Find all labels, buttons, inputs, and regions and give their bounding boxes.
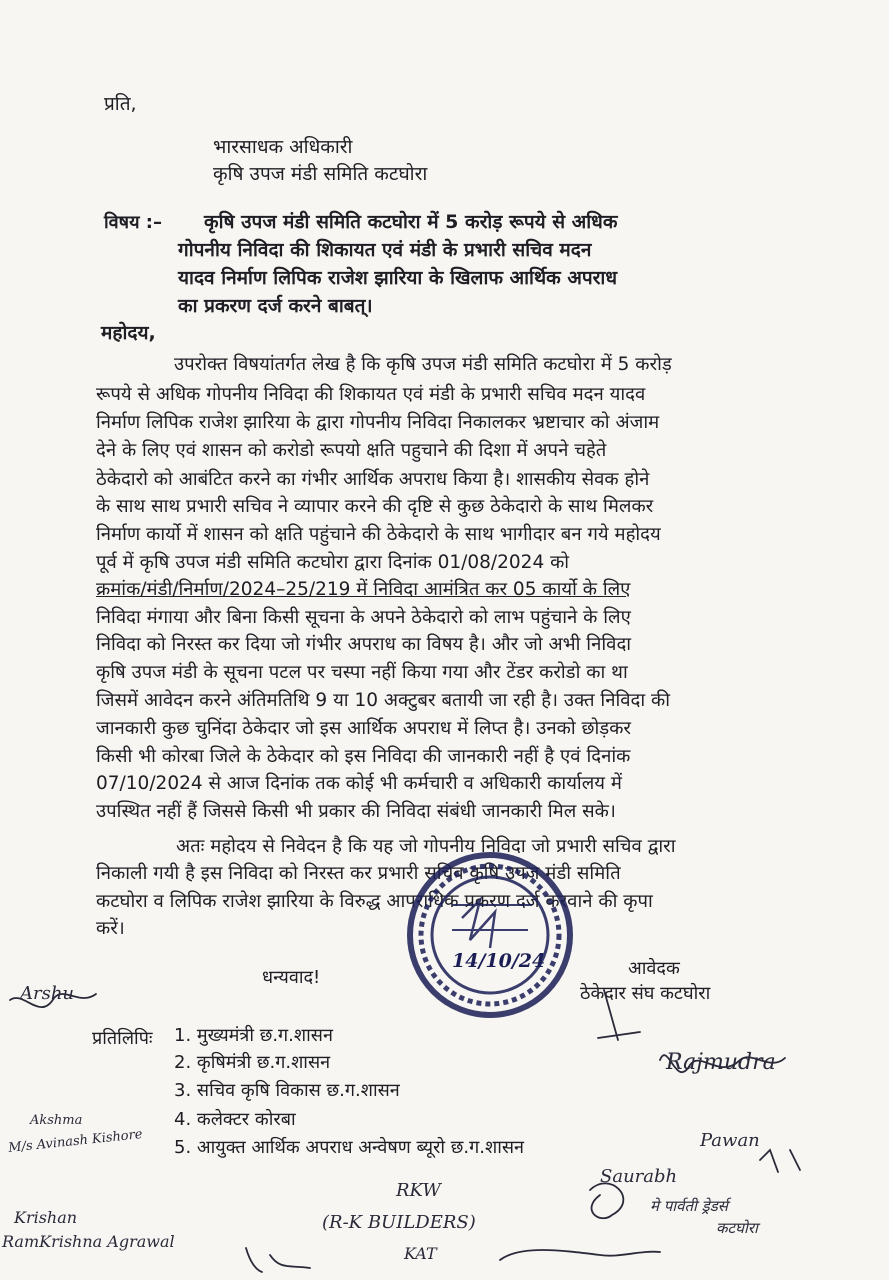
body-line-17: उपस्थित नहीं हैं जिससे किसी भी प्रकार की निविदा संबंधी जानकारी मिल सके। xyxy=(96,801,616,822)
body-line-13: जिसमें आवेदन करने अंतिमतिथि 9 या 10 अक्टुबर बतायी जा रही है। उक्त निविदा की xyxy=(96,690,671,711)
handwritten-sig-right-3: Pawan xyxy=(700,1130,760,1151)
handwritten-sig-right-2: Saurabh xyxy=(600,1166,678,1187)
handwritten-sig-mid-1: RKW xyxy=(396,1180,441,1201)
body-line-9: क्रमांक/मंडी/निर्माण/2024–25/219 में निविदा आमंत्रित कर 05 कार्यो के लिए xyxy=(96,579,631,600)
request-line-1: अतः महोदय से निवेदन है कि यह जो गोपनीय निविदा जो प्रभारी सचिव द्वारा xyxy=(176,836,676,857)
handwritten-sig-left-3b: RamKrishna Agrawal xyxy=(2,1232,175,1251)
subject-line-1: कृषि उपज मंडी समिति कटघोरा में 5 करोड़ रूपये से अधिक xyxy=(204,211,618,233)
request-line-4: करें। xyxy=(96,918,125,939)
recipient-line-2: कृषि उपज मंडी समिति कटघोरा xyxy=(213,163,428,185)
body-line-1: उपरोक्त विषयांतर्गत लेख है कि कृषि उपज मंडी समिति कटघोरा में 5 करोड़ xyxy=(174,354,672,375)
handwritten-sig-right-4: मे पार्वती ड्रेडर्स xyxy=(650,1197,728,1215)
applicant-label: आवेदक xyxy=(628,958,680,979)
body-line-7: निर्माण कार्यो में शासन को क्षति पहुंचाने की ठेकेदारो के साथ भागीदार बन गये महोदय xyxy=(96,524,661,545)
body-line-4: देने के लिए एवं शासन को करोडो रूपयो क्षति पहुचाने की दिशा में अपने चहेते xyxy=(96,440,607,461)
subject-label: विषय :– xyxy=(104,212,162,233)
copy-item-5: 5. आयुक्त आर्थिक अपराध अन्वेषण ब्यूरो छ.ग.शासन xyxy=(174,1137,525,1158)
body-line-6: के साथ साथ प्रभारी सचिव ने व्यापार करने की दृष्टि से कुछ ठेकेदारो के साथ मिलकर xyxy=(96,496,654,517)
body-line-11: निविदा को निरस्त कर दिया जो गंभीर अपराध का विषय है। और जो अभी निविदा xyxy=(96,634,632,655)
copy-item-1: 1. मुख्यमंत्री छ.ग.शासन xyxy=(174,1025,333,1046)
body-line-2: रूपये से अधिक गोपनीय निविदा की शिकायत एवं मंडी के प्रभारी सचिव मदन यादव xyxy=(96,384,646,405)
handwritten-sig-right-1: Rajmudra xyxy=(666,1050,776,1075)
greeting: महोदय, xyxy=(101,322,156,344)
applicant-name: ठेकेदार संघ कटघोरा xyxy=(580,983,711,1004)
request-line-2: निकाली गयी है इस निविदा को निरस्त कर प्रभारी सचिव कृषि उपज मंडी समिति xyxy=(96,863,621,884)
handwritten-sig-left-top: Arshu xyxy=(20,983,75,1004)
handwritten-sig-left-2b: M/s Avinash Kishore xyxy=(7,1126,144,1157)
handwritten-sig-right-5: कटघोरा xyxy=(716,1219,758,1237)
request-line-3: कटघोरा व लिपिक राजेश झारिया के विरुद्ध आपराधिक प्रकरण दर्ज करवाने की कृपा xyxy=(96,891,653,912)
handwritten-sig-left-2a: Akshma xyxy=(30,1113,83,1128)
body-line-16: 07/10/2024 से आज दिनांक तक कोई भी कर्मचारी व अधिकारी कार्यालय में xyxy=(96,773,622,794)
handwritten-sig-left-3a: Krishan xyxy=(14,1208,78,1227)
body-line-14: जानकारी कुछ चुनिंदा ठेकेदार जो इस आर्थिक अपराध में लिप्त है। उनको छोड़कर xyxy=(96,718,631,739)
salutation-to: प्रति, xyxy=(104,93,137,115)
thanks: धन्यवाद! xyxy=(262,967,321,988)
body-line-10: निविदा मंगाया और बिना किसी सूचना के अपने ठेकेदारो को लाभ पहुंचाने के लिए xyxy=(96,607,631,628)
stamp-date: 14/10/24 xyxy=(452,950,546,972)
copy-item-3: 3. सचिव कृषि विकास छ.ग.शासन xyxy=(174,1080,400,1101)
body-line-12: कृषि उपज मंडी के सूचना पटल पर चस्पा नहीं किया गया और टेंडर करोडो का था xyxy=(96,662,628,683)
copy-item-4: 4. कलेक्टर कोरबा xyxy=(174,1109,296,1130)
body-line-3: निर्माण लिपिक राजेश झारिया के द्वारा गोपनीय निविदा निकालकर भ्रष्टाचार को अंजाम xyxy=(96,412,660,433)
body-line-5: ठेकेदारो को आबंटित करने का गंभीर आर्थिक अपराध किया है। शासकीय सेवक होने xyxy=(96,469,650,490)
handwritten-sig-mid-3: KAT xyxy=(404,1244,437,1263)
copy-label: प्रतिलिपिः xyxy=(92,1028,153,1049)
copy-item-2: 2. कृषिमंत्री छ.ग.शासन xyxy=(174,1052,331,1073)
subject-line-3: यादव निर्माण लिपिक राजेश झारिया के खिलाफ आर्थिक अपराध xyxy=(178,267,617,289)
subject-line-2: गोपनीय निविदा की शिकायत एवं मंडी के प्रभारी सचिव मदन xyxy=(178,239,592,261)
body-line-8: पूर्व में कृषि उपज मंडी समिति कटघोरा द्वारा दिनांक 01/08/2024 को xyxy=(96,552,570,573)
recipient-line-1: भारसाधक अधिकारी xyxy=(213,136,353,158)
body-line-15: किसी भी कोरबा जिले के ठेकेदार को इस निविदा की जानकारी नहीं है एवं दिनांक xyxy=(96,746,631,767)
subject-line-4: का प्रकरण दर्ज करने बाबत्। xyxy=(178,295,373,317)
handwritten-sig-mid-2: (R-K BUILDERS) xyxy=(322,1212,476,1233)
